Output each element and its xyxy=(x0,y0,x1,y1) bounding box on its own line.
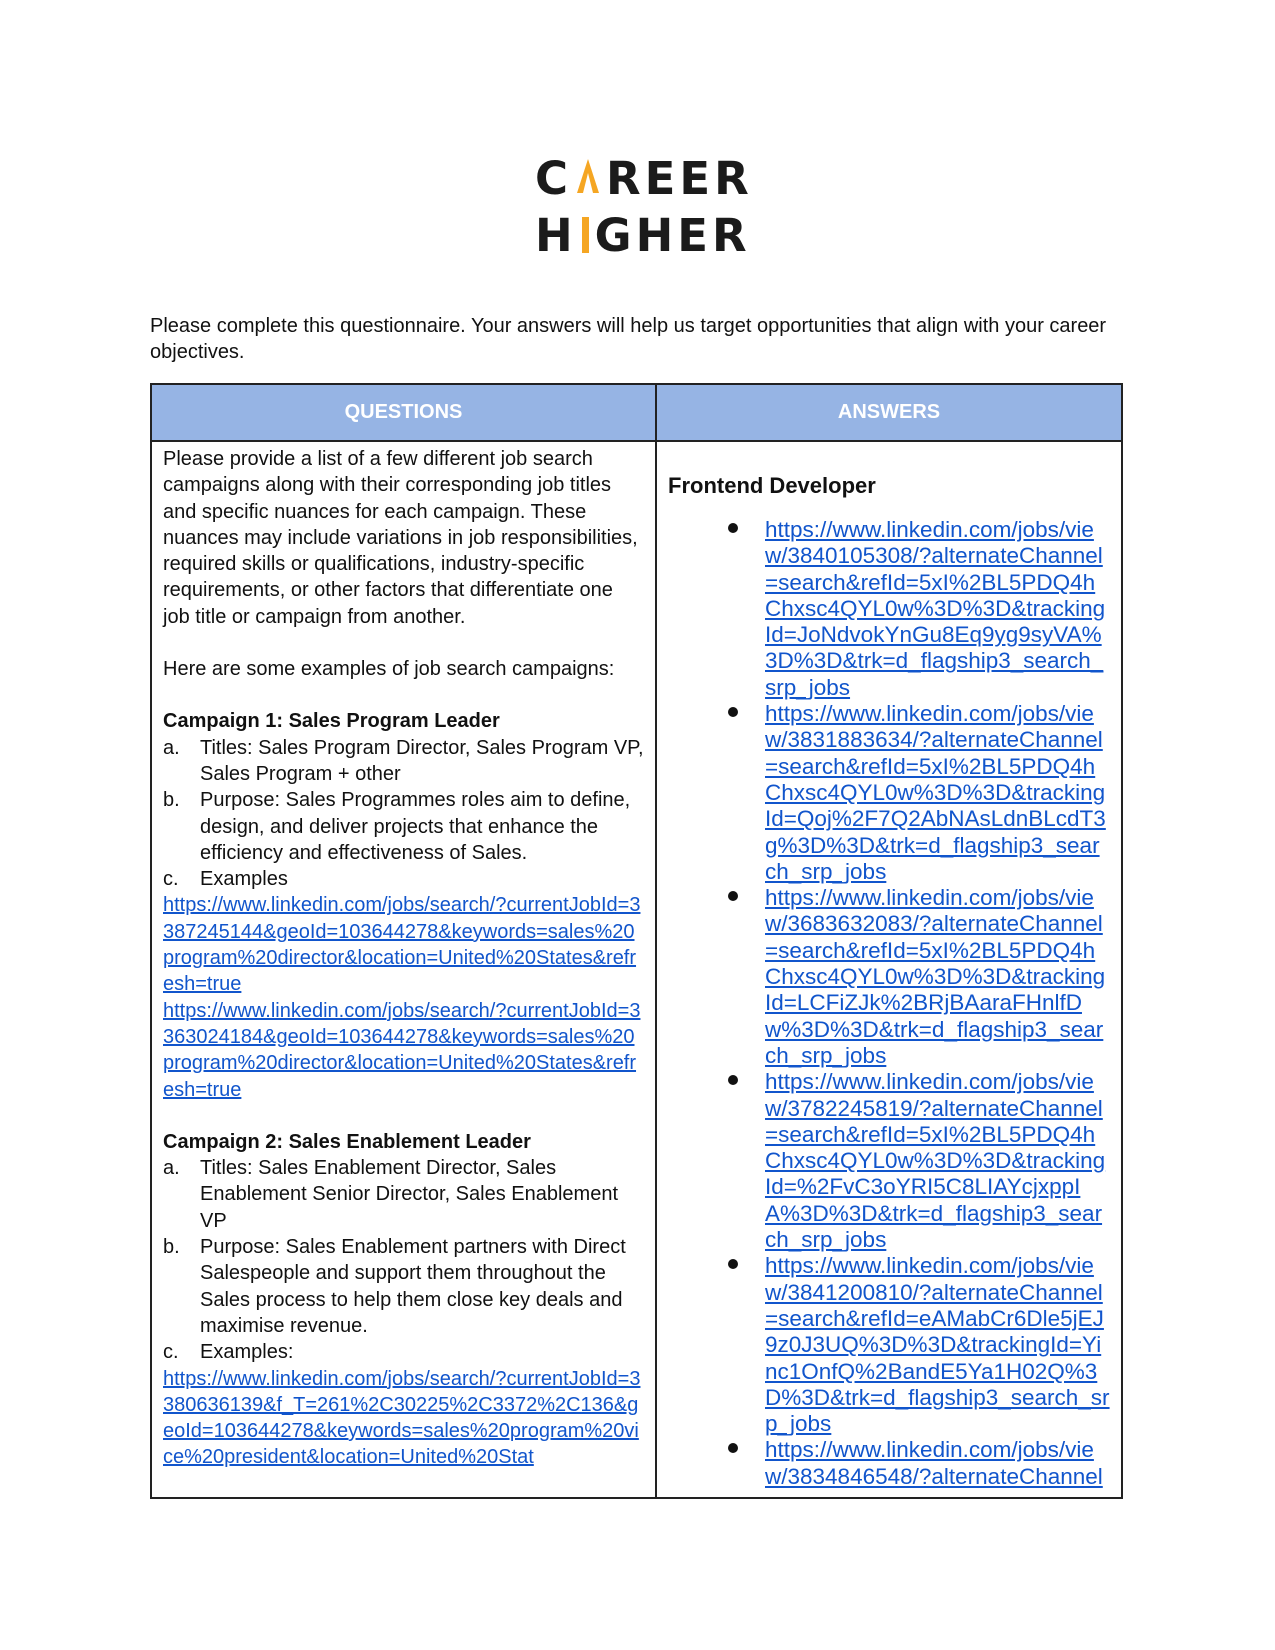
bullet-icon xyxy=(668,1253,765,1437)
logo-line-higher: H GHER xyxy=(535,209,751,262)
table-header-row xyxy=(151,384,1122,441)
question-prompt: Please provide a list of a few different job search campaigns along with their corresponding job titles and specific nuances for each campaign. These nuances may include variations in job responsibilities, required skills or qualifications, industry-specific requirements, or other factors that differentiate one job title or campaign from another. xyxy=(163,448,638,628)
logo-accent-a-icon xyxy=(573,157,603,197)
bullet-icon xyxy=(668,701,765,885)
bullet-icon xyxy=(668,1069,765,1253)
campaign-item xyxy=(163,1155,644,1234)
logo-accent-i-icon xyxy=(582,217,589,253)
questions-header: QUESTIONS xyxy=(151,384,656,441)
campaign-item xyxy=(163,735,644,788)
campaign-item-text: Examples: xyxy=(200,1341,294,1364)
campaign-list xyxy=(163,708,644,1470)
list-item xyxy=(668,1437,1110,1490)
list-item xyxy=(668,885,1110,1069)
campaign-block xyxy=(163,708,644,1102)
job-link[interactable]: https://www.linkedin.com/jobs/view/3834846548/?alternateChannel xyxy=(765,1437,1103,1489)
campaign-item xyxy=(163,787,644,866)
example-link[interactable]: https://www.linkedin.com/jobs/search/?currentJobId=3363024184&geoId=103644278&keywords=sales%20program%20director&location=United%20States&refresh=true xyxy=(163,999,641,1101)
campaign-item xyxy=(163,1339,644,1365)
job-link[interactable]: https://www.linkedin.com/jobs/view/3831883634/?alternateChannel=search&refId=5xI%2BL5PDQ4hChxsc4QYL0w%3D%3D&trackingId=Qoj%2F7Q2AbNAsLdnBLcdT3g%3D%3D&trk=d_flagship3_search_srp_jobs xyxy=(765,701,1106,884)
answer-link-list xyxy=(668,517,1110,1490)
campaign-item-marker: a. xyxy=(163,1157,180,1180)
example-link[interactable]: https://www.linkedin.com/jobs/search/?currentJobId=3387245144&geoId=103644278&keywords=sales%20program%20director&location=United%20States&refresh=true xyxy=(163,894,641,996)
career-higher-logo xyxy=(535,150,753,264)
campaign-item-text: Titles: Sales Program Director, Sales Program VP, Sales Program + other xyxy=(200,736,644,785)
list-item xyxy=(668,1069,1110,1253)
answers-header: ANSWERS xyxy=(656,384,1122,441)
list-item xyxy=(668,517,1110,701)
campaign-item-text: Purpose: Sales Programmes roles aim to define, design, and deliver projects that enhance the efficiency and effectiveness of Sales. xyxy=(200,789,631,864)
job-link[interactable]: https://www.linkedin.com/jobs/view/3841200810/?alternateChannel=search&refId=eAMabCr6Dle5jEJ9z0J3UQ%3D%3D&trackingId=Yinc1OnfQ%2BandE5Ya1H02Q%3D%3D&trk=d_flagship3_search_srp_jobs xyxy=(765,1253,1110,1437)
campaign-item-marker: b. xyxy=(163,789,180,812)
job-link[interactable]: https://www.linkedin.com/jobs/view/3840105308/?alternateChannel=search&refId=5xI%2BL5PDQ4hChxsc4QYL0w%3D%3D&trackingId=JoNdvokYnGu8Eq9yg9syVA%3D%3D&trk=d_flagship3_search_srp_jobs xyxy=(765,517,1106,700)
list-item xyxy=(668,701,1110,885)
job-link[interactable]: https://www.linkedin.com/jobs/view/3782245819/?alternateChannel=search&refId=5xI%2BL5PDQ4hChxsc4QYL0w%3D%3D&trackingId=%2FvC3oYRI5C8LIAYcjxppIA%3D%3D&trk=d_flagship3_search_srp_jobs xyxy=(765,1069,1106,1253)
campaign-title: Campaign 2: Sales Enablement Leader xyxy=(163,1130,531,1153)
campaign-item-marker: a. xyxy=(163,736,180,759)
campaign-item-text: Titles: Sales Enablement Director, Sales Enablement Senior Director, Sales Enablement VP xyxy=(200,1157,619,1232)
campaign-item xyxy=(163,866,644,892)
example-link[interactable]: https://www.linkedin.com/jobs/search/?currentJobId=3380636139&f_T=261%2C30225%2C3372%2C136&geoId=103644278&keywords=sales%20program%20vice%20president&location=United%20Stat xyxy=(163,1367,641,1469)
answer-cell xyxy=(656,441,1122,1498)
question-cell xyxy=(151,441,656,1498)
campaign-item-text: Purpose: Sales Enablement partners with Direct Salespeople and support them throughout the Sales process to help them close key deals and maximise revenue. xyxy=(200,1236,626,1337)
questionnaire-table xyxy=(150,383,1123,1499)
campaign-item-marker: c. xyxy=(163,868,179,891)
job-link[interactable]: https://www.linkedin.com/jobs/view/3683632083/?alternateChannel=search&refId=5xI%2BL5PDQ4hChxsc4QYL0w%3D%3D&trackingId=LCFiZJk%2BRjBAaraFHnlfDw%3D%3D&trk=d_flagship3_search_srp_jobs xyxy=(765,885,1106,1068)
intro-text: Please complete this questionnaire. Your answers will help us target opportunities that align with your career objectives. xyxy=(150,315,1107,363)
campaign-block xyxy=(163,1103,644,1471)
campaign-item-marker: c. xyxy=(163,1341,179,1364)
bullet-icon xyxy=(668,517,765,701)
campaign-title: Campaign 1: Sales Program Leader xyxy=(163,710,500,733)
campaign-item xyxy=(163,1234,644,1339)
table-row xyxy=(151,441,1122,1498)
answer-title: Frontend Developer xyxy=(668,473,876,498)
examples-intro: Here are some examples of job search campaigns: xyxy=(163,658,615,681)
logo-line-career: C REER xyxy=(535,152,753,205)
bullet-icon xyxy=(668,1437,765,1490)
campaign-item-marker: b. xyxy=(163,1236,180,1259)
bullet-icon xyxy=(668,885,765,1069)
campaign-item-text: Examples xyxy=(200,868,288,891)
list-item xyxy=(668,1253,1110,1437)
